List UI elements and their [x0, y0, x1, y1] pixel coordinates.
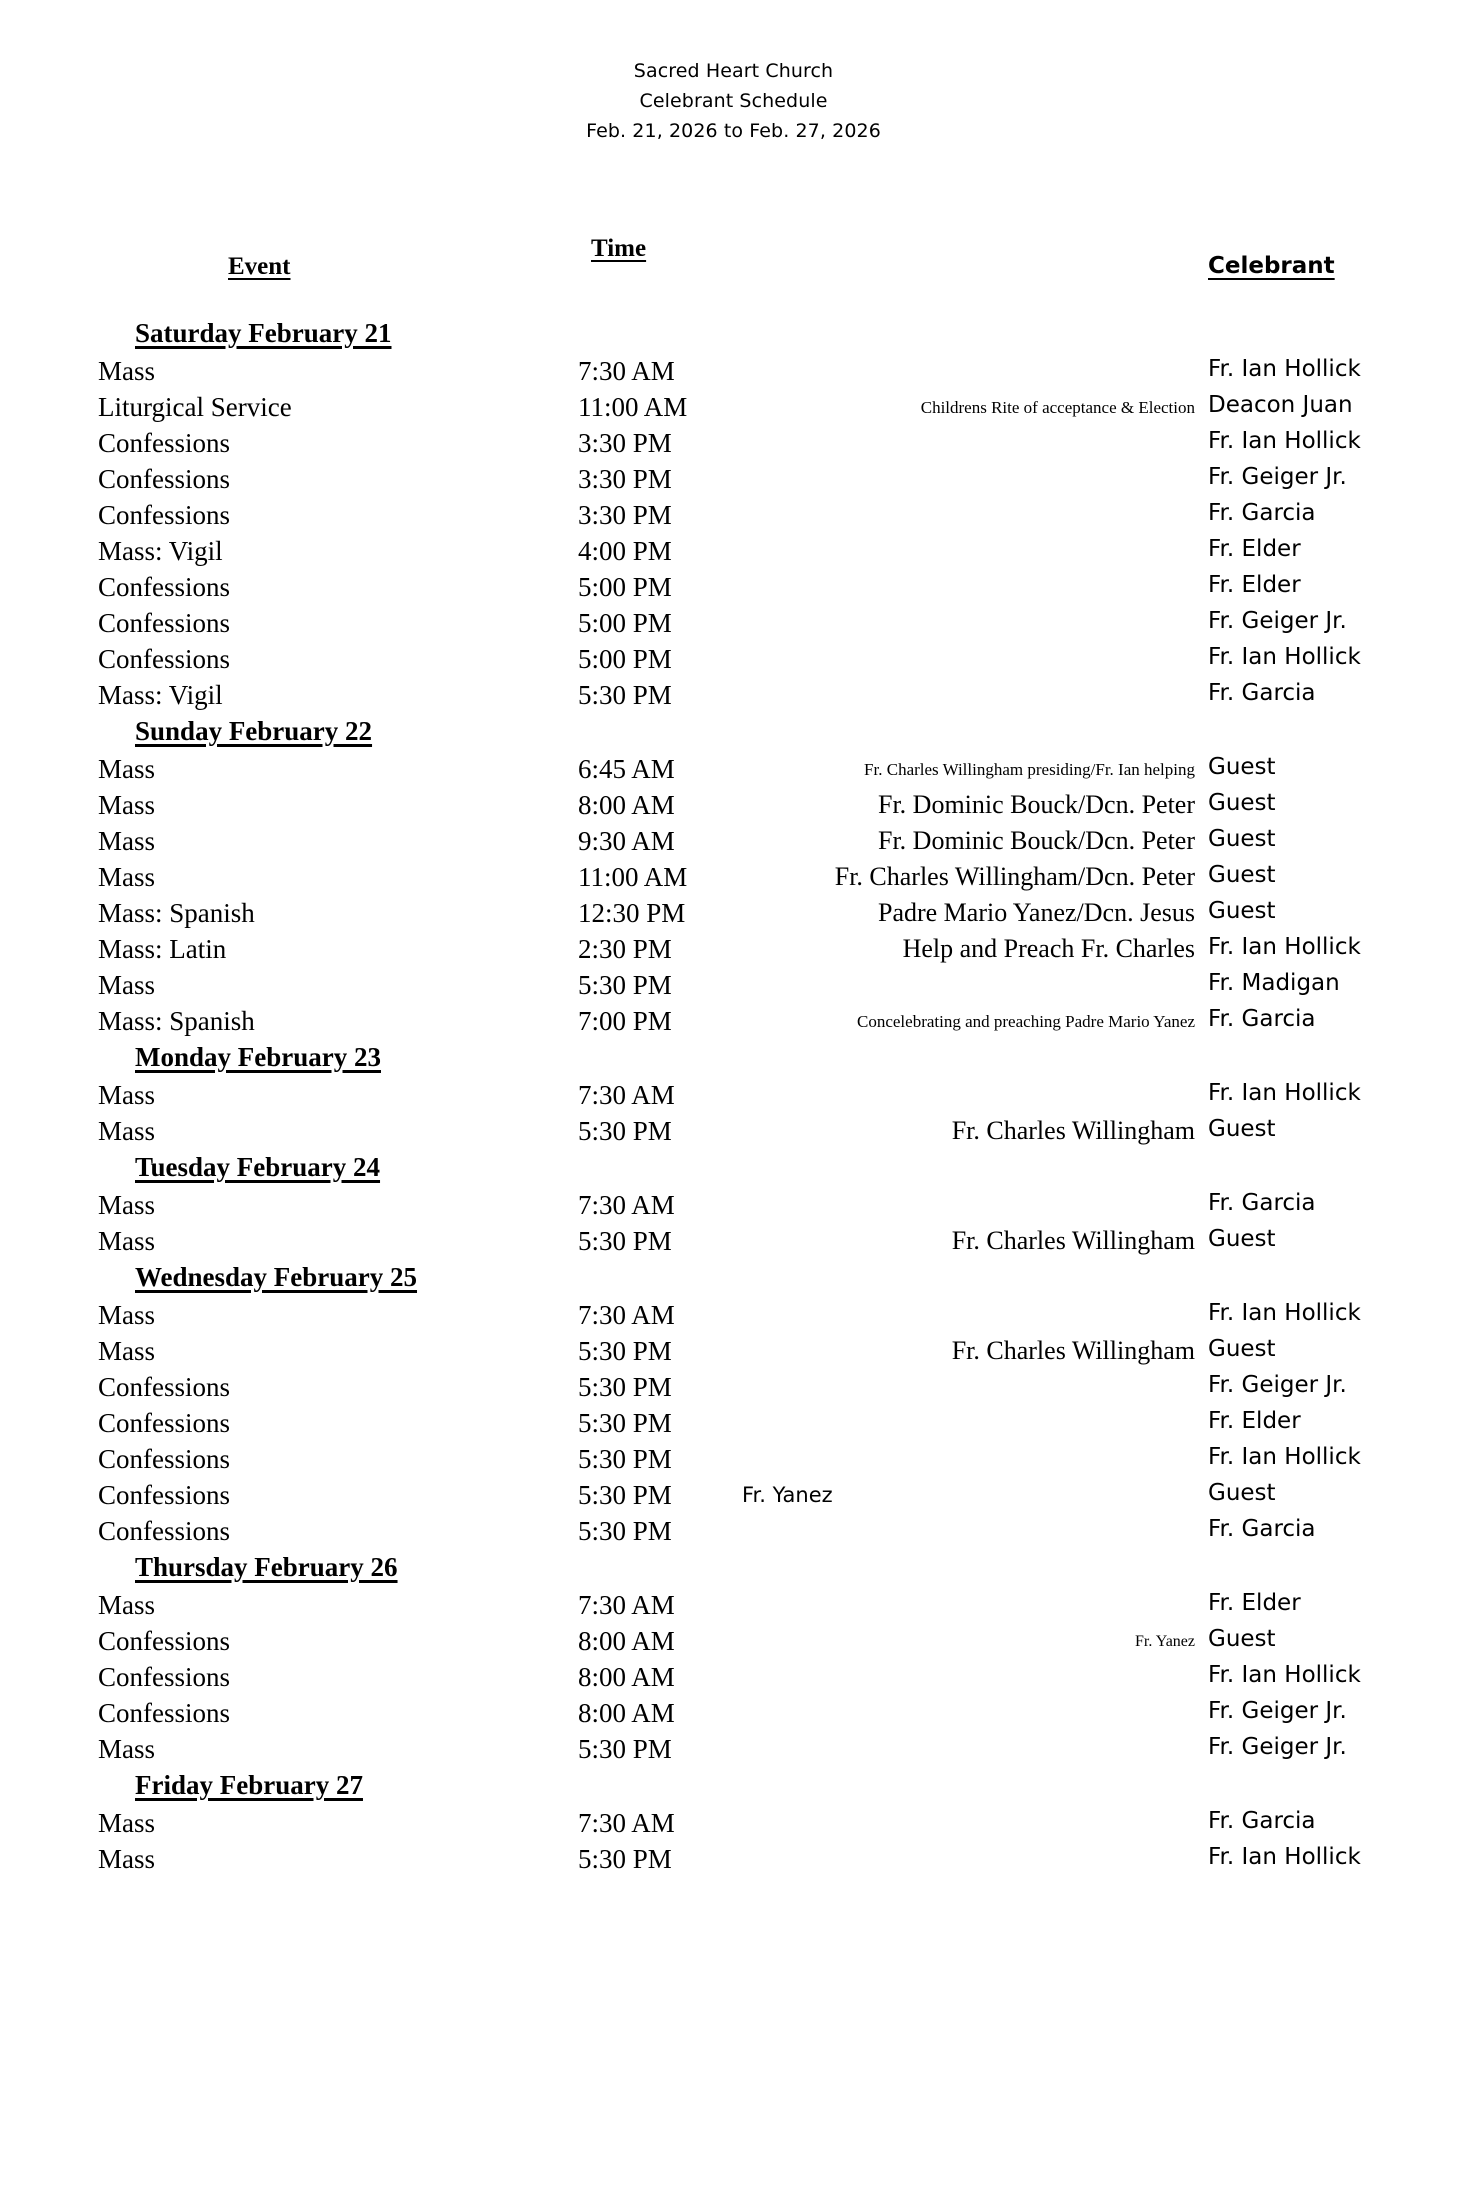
event-time: 11:00 AM	[578, 392, 688, 422]
day-heading-label: Sunday February 22	[135, 716, 373, 746]
event-note: Fr. Dominic Bouck/Dcn. Peter	[877, 790, 1195, 819]
event-note: Fr. Charles Willingham/Dcn. Peter	[834, 862, 1195, 891]
event-name: Liturgical Service	[98, 392, 292, 422]
event-time: 7:30 AM	[578, 1590, 675, 1620]
day-heading-label: Tuesday February 24	[135, 1152, 381, 1182]
day-heading	[0, 1552, 1467, 1590]
event-name: Mass	[98, 1844, 156, 1874]
event-name: Mass	[98, 862, 156, 892]
event-time: 4:00 PM	[578, 536, 672, 566]
event-time: 8:00 AM	[578, 790, 675, 820]
event-note: Fr. Charles Willingham	[951, 1336, 1195, 1365]
day-heading	[0, 1262, 1467, 1300]
event-celebrant: Fr. Geiger Jr.	[1208, 464, 1347, 490]
event-name: Mass: Latin	[98, 934, 227, 964]
schedule-row	[0, 1698, 1467, 1734]
schedule-row	[0, 1226, 1467, 1262]
event-name: Confessions	[98, 1408, 231, 1438]
event-name: Mass	[98, 826, 156, 856]
event-note: Fr. Charles Willingham	[951, 1226, 1195, 1255]
event-celebrant: Guest	[1208, 1480, 1276, 1506]
event-time: 3:30 PM	[578, 428, 672, 458]
event-time: 5:30 PM	[578, 680, 672, 710]
event-time: 7:30 AM	[578, 1300, 675, 1330]
event-time: 7:30 AM	[578, 1190, 675, 1220]
event-name: Mass: Vigil	[98, 536, 223, 566]
schedule-row	[0, 934, 1467, 970]
event-name: Mass	[98, 1734, 156, 1764]
event-time: 5:30 PM	[578, 1516, 672, 1546]
day-heading	[0, 1042, 1467, 1080]
event-celebrant: Fr. Geiger Jr.	[1208, 1372, 1347, 1398]
event-celebrant: Guest	[1208, 862, 1276, 888]
event-name: Mass	[98, 1336, 156, 1366]
event-name: Confessions	[98, 1698, 231, 1728]
event-name: Mass	[98, 970, 156, 1000]
event-celebrant: Fr. Elder	[1208, 572, 1301, 598]
event-note: Childrens Rite of acceptance & Election	[920, 398, 1195, 417]
event-name: Mass	[98, 1300, 156, 1330]
day-heading-label: Monday February 23	[135, 1042, 381, 1072]
document-title-daterange: Feb. 21, 2026 to Feb. 27, 2026	[586, 120, 881, 142]
event-celebrant: Fr. Geiger Jr.	[1208, 1698, 1347, 1724]
day-heading-label: Wednesday February 25	[135, 1262, 418, 1292]
event-name: Mass	[98, 1080, 156, 1110]
event-celebrant: Fr. Ian Hollick	[1208, 1300, 1361, 1326]
event-celebrant: Fr. Garcia	[1208, 680, 1316, 706]
schedule-row	[0, 826, 1467, 862]
event-celebrant: Fr. Garcia	[1208, 1516, 1316, 1542]
event-note: Fr. Charles Willingham	[951, 1116, 1195, 1145]
schedule-row	[0, 1590, 1467, 1626]
schedule-row	[0, 680, 1467, 716]
event-celebrant: Guest	[1208, 1336, 1276, 1362]
schedule-row	[0, 1408, 1467, 1444]
event-note: Fr. Charles Willingham presiding/Fr. Ian helping	[864, 760, 1195, 779]
day-heading	[0, 318, 1467, 356]
event-time: 5:30 PM	[578, 1336, 672, 1366]
event-celebrant: Fr. Madigan	[1208, 970, 1340, 996]
event-celebrant: Guest	[1208, 898, 1276, 924]
day-heading	[0, 1152, 1467, 1190]
event-time: 2:30 PM	[578, 934, 672, 964]
schedule-row	[0, 1662, 1467, 1698]
day-heading-label: Saturday February 21	[135, 318, 392, 348]
event-name: Mass: Spanish	[98, 898, 255, 928]
event-celebrant: Fr. Ian Hollick	[1208, 644, 1361, 670]
event-name: Confessions	[98, 500, 231, 530]
schedule-row	[0, 1480, 1467, 1516]
schedule-row	[0, 1734, 1467, 1770]
event-time: 5:00 PM	[578, 608, 672, 638]
document-title-church: Sacred Heart Church	[633, 60, 834, 82]
day-heading	[0, 1770, 1467, 1808]
event-name: Mass	[98, 754, 156, 784]
schedule-row	[0, 392, 1467, 428]
event-celebrant: Guest	[1208, 1626, 1276, 1652]
event-celebrant: Guest	[1208, 1116, 1276, 1142]
event-note: Help and Preach Fr. Charles	[902, 934, 1195, 963]
event-time: 5:30 PM	[578, 1444, 672, 1474]
event-time: 5:30 PM	[578, 1734, 672, 1764]
event-celebrant: Fr. Elder	[1208, 1408, 1301, 1434]
event-name: Confessions	[98, 1662, 231, 1692]
event-celebrant: Guest	[1208, 1226, 1276, 1252]
schedule-row	[0, 1300, 1467, 1336]
event-time: 7:00 PM	[578, 1006, 672, 1036]
schedule-row	[0, 428, 1467, 464]
day-heading-label: Thursday February 26	[135, 1552, 398, 1582]
schedule-row	[0, 862, 1467, 898]
event-note: Fr. Dominic Bouck/Dcn. Peter	[877, 826, 1195, 855]
schedule-row	[0, 1116, 1467, 1152]
event-time: 3:30 PM	[578, 464, 672, 494]
schedule-row	[0, 500, 1467, 536]
event-celebrant: Fr. Ian Hollick	[1208, 1844, 1361, 1870]
event-celebrant: Guest	[1208, 754, 1276, 780]
event-celebrant: Fr. Garcia	[1208, 1808, 1316, 1834]
column-header-time: Time	[591, 235, 647, 262]
event-name: Confessions	[98, 464, 231, 494]
schedule-row	[0, 790, 1467, 826]
schedule-row	[0, 1190, 1467, 1226]
event-name: Mass	[98, 1808, 156, 1838]
event-celebrant: Fr. Garcia	[1208, 1006, 1316, 1032]
schedule-row	[0, 356, 1467, 392]
event-note: Fr. Yanez	[1134, 1633, 1195, 1650]
event-time: 12:30 PM	[578, 898, 686, 928]
event-time: 5:30 PM	[578, 1408, 672, 1438]
column-header-event: Event	[228, 253, 291, 280]
event-name: Confessions	[98, 428, 231, 458]
event-time: 8:00 AM	[578, 1662, 675, 1692]
event-celebrant: Fr. Ian Hollick	[1208, 934, 1361, 960]
schedule-row	[0, 1006, 1467, 1042]
event-time: 3:30 PM	[578, 500, 672, 530]
event-celebrant: Fr. Garcia	[1208, 1190, 1316, 1216]
schedule-row	[0, 1336, 1467, 1372]
schedule-row	[0, 464, 1467, 500]
event-celebrant: Deacon Juan	[1208, 392, 1353, 418]
event-celebrant: Fr. Ian Hollick	[1208, 1080, 1361, 1106]
event-celebrant: Fr. Ian Hollick	[1208, 428, 1361, 454]
event-time: 8:00 AM	[578, 1626, 675, 1656]
event-name: Confessions	[98, 608, 231, 638]
column-header-celebrant: Celebrant	[1208, 253, 1335, 279]
event-time: 8:00 AM	[578, 1698, 675, 1728]
event-time: 11:00 AM	[578, 862, 688, 892]
event-name: Confessions	[98, 1372, 231, 1402]
event-celebrant: Fr. Elder	[1208, 1590, 1301, 1616]
schedule-body	[0, 318, 1467, 1880]
schedule-row	[0, 970, 1467, 1006]
event-name: Mass	[98, 356, 156, 386]
event-name: Mass	[98, 1590, 156, 1620]
document-title-subject: Celebrant Schedule	[639, 90, 828, 112]
event-name: Mass	[98, 1226, 156, 1256]
event-time: 5:30 PM	[578, 1480, 672, 1510]
schedule-row	[0, 1808, 1467, 1844]
event-celebrant: Guest	[1208, 826, 1276, 852]
event-name: Mass: Vigil	[98, 680, 223, 710]
event-time: 7:30 AM	[578, 1080, 675, 1110]
schedule-row	[0, 1444, 1467, 1480]
event-note: Padre Mario Yanez/Dcn. Jesus	[877, 898, 1195, 927]
day-heading-label: Friday February 27	[135, 1770, 363, 1800]
event-time: 5:30 PM	[578, 1226, 672, 1256]
event-celebrant: Fr. Garcia	[1208, 500, 1316, 526]
schedule-row	[0, 608, 1467, 644]
event-celebrant: Fr. Geiger Jr.	[1208, 1734, 1347, 1760]
event-note: Fr. Yanez	[742, 1483, 833, 1507]
event-name: Confessions	[98, 1626, 231, 1656]
column-header-row	[0, 0, 1467, 300]
event-celebrant: Fr. Ian Hollick	[1208, 1444, 1361, 1470]
event-name: Mass: Spanish	[98, 1006, 255, 1036]
event-time: 6:45 AM	[578, 754, 675, 784]
event-name: Confessions	[98, 1480, 231, 1510]
day-heading	[0, 716, 1467, 754]
event-time: 5:00 PM	[578, 644, 672, 674]
schedule-row	[0, 1372, 1467, 1408]
event-time: 9:30 AM	[578, 826, 675, 856]
event-time: 7:30 AM	[578, 1808, 675, 1838]
event-celebrant: Guest	[1208, 790, 1276, 816]
schedule-row	[0, 1844, 1467, 1880]
event-celebrant: Fr. Ian Hollick	[1208, 356, 1361, 382]
event-name: Mass	[98, 1116, 156, 1146]
schedule-row	[0, 536, 1467, 572]
schedule-row	[0, 754, 1467, 790]
schedule-row	[0, 1626, 1467, 1662]
event-celebrant: Fr. Ian Hollick	[1208, 1662, 1361, 1688]
event-celebrant: Fr. Geiger Jr.	[1208, 608, 1347, 634]
schedule-row	[0, 898, 1467, 934]
schedule-row	[0, 644, 1467, 680]
event-time: 5:30 PM	[578, 970, 672, 1000]
schedule-row	[0, 572, 1467, 608]
schedule-row	[0, 1516, 1467, 1552]
event-time: 7:30 AM	[578, 356, 675, 386]
event-name: Confessions	[98, 572, 231, 602]
event-name: Confessions	[98, 1516, 231, 1546]
event-name: Confessions	[98, 1444, 231, 1474]
schedule-row	[0, 1080, 1467, 1116]
event-note: Concelebrating and preaching Padre Mario Yanez	[857, 1012, 1195, 1031]
event-name: Confessions	[98, 644, 231, 674]
event-celebrant: Fr. Elder	[1208, 536, 1301, 562]
event-name: Mass	[98, 1190, 156, 1220]
event-name: Mass	[98, 790, 156, 820]
event-time: 5:00 PM	[578, 572, 672, 602]
event-time: 5:30 PM	[578, 1116, 672, 1146]
event-time: 5:30 PM	[578, 1372, 672, 1402]
event-time: 5:30 PM	[578, 1844, 672, 1874]
